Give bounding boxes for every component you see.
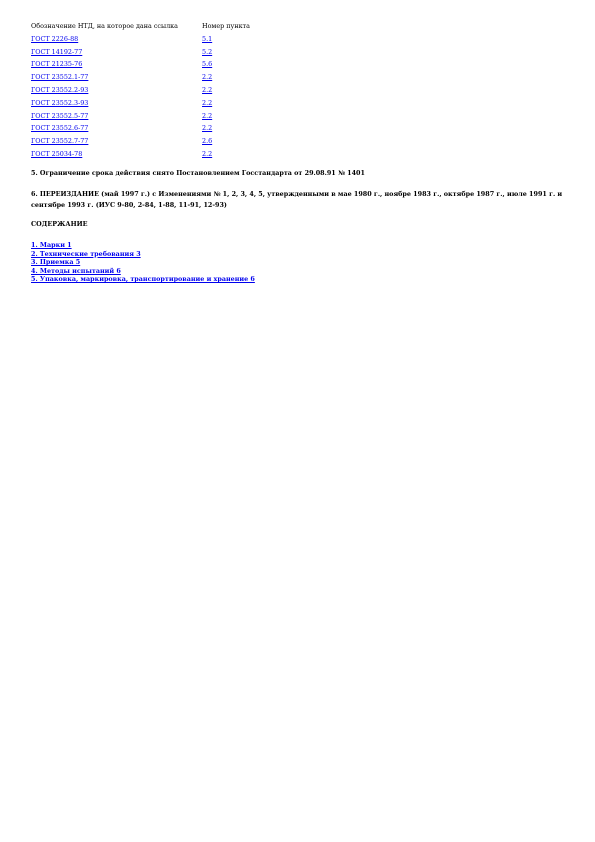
toc-link-acceptance[interactable]: 3. Приемка 5 (31, 258, 81, 267)
toc-link-technical-requirements[interactable]: 2. Технические требования 3 (31, 249, 141, 258)
standard-link[interactable]: ГОСТ 25034-78 (31, 149, 83, 158)
designation-cell (29, 84, 200, 97)
standard-link[interactable]: ГОСТ 23552.7-77 (31, 137, 89, 146)
table-of-contents (31, 241, 255, 284)
designation-cell (29, 110, 200, 123)
table-row (29, 97, 253, 110)
toc-heading: СОДЕРЖАНИЕ (31, 220, 88, 228)
standard-link[interactable]: ГОСТ 23552.1-77 (31, 73, 89, 82)
referenced-standards-table (29, 20, 253, 161)
designation-cell (29, 71, 200, 84)
clause-cell (200, 148, 253, 161)
designation-cell (29, 58, 200, 71)
designation-cell (29, 148, 200, 161)
clause-cell (200, 46, 253, 59)
designation-cell (29, 122, 200, 135)
designation-cell (29, 46, 200, 59)
clause-link[interactable]: 5.1 (202, 34, 213, 43)
toc-link-packaging[interactable]: 5. Упаковка, маркировка, транспортирование и хранение 6 (31, 275, 255, 284)
table-row (29, 33, 253, 46)
standard-link[interactable]: ГОСТ 23552.5-77 (31, 111, 89, 120)
table-header-row (29, 20, 253, 33)
designation-cell (29, 97, 200, 110)
clause-cell (200, 33, 253, 46)
header-designation: Обозначение НТД, на которое дана ссылка (31, 22, 178, 30)
designation-cell (29, 33, 200, 46)
header-clause: Номер пункта (202, 22, 250, 30)
table-row (29, 84, 253, 97)
clause-link[interactable]: 2.2 (202, 124, 213, 133)
clause-cell (200, 110, 253, 123)
toc-item (31, 250, 255, 259)
toc-item (31, 275, 255, 284)
table-row (29, 46, 253, 59)
standard-link[interactable]: ГОСТ 21235-76 (31, 60, 83, 69)
clause-cell (200, 71, 253, 84)
table-row (29, 148, 253, 161)
toc-item (31, 241, 255, 250)
table-row (29, 122, 253, 135)
standard-link[interactable]: ГОСТ 2226-88 (31, 34, 79, 43)
reprint-paragraph: 6. ПЕРЕИЗДАНИЕ (май 1997 г.) с Изменениями № 1, 2, 3, 4, 5, утвержденными в мае 1980 г., ноябре 1983 г., октябре 1987 г., июле 1991 г. и сентябре 1993 г. (ИУС 9-80, 2-84, 1-88, 11-91, 12-93) (31, 190, 563, 209)
toc-item (31, 267, 255, 276)
designation-cell (29, 135, 200, 148)
clause-link[interactable]: 2.2 (202, 111, 213, 120)
clause-link[interactable]: 2.2 (202, 73, 213, 82)
toc-link-test-methods[interactable]: 4. Методы испытаний 6 (31, 266, 121, 275)
toc-link-grades[interactable]: 1. Марки 1 (31, 241, 72, 249)
standard-link[interactable]: ГОСТ 23552.2-93 (31, 85, 89, 94)
clause-link[interactable]: 2.2 (202, 149, 213, 158)
standard-link[interactable]: ГОСТ 14192-77 (31, 47, 83, 56)
clause-cell (200, 97, 253, 110)
clause-link[interactable]: 2.2 (202, 85, 213, 94)
clause-link[interactable]: 5.6 (202, 60, 213, 69)
clause-cell (200, 135, 253, 148)
clause-cell (200, 58, 253, 71)
validity-limit-paragraph: 5. Ограничение срока действия снято Постановлением Госстандарта от 29.08.91 № 1401 (31, 169, 365, 177)
table-row (29, 58, 253, 71)
clause-link[interactable]: 2.6 (202, 137, 213, 146)
table-row (29, 110, 253, 123)
clause-cell (200, 84, 253, 97)
clause-cell (200, 122, 253, 135)
table-row (29, 135, 253, 148)
standard-link[interactable]: ГОСТ 23552.6-77 (31, 124, 89, 133)
standard-link[interactable]: ГОСТ 23552.3-93 (31, 98, 89, 107)
toc-item (31, 258, 255, 267)
clause-link[interactable]: 2.2 (202, 98, 213, 107)
clause-link[interactable]: 5.2 (202, 47, 213, 56)
table-row (29, 71, 253, 84)
